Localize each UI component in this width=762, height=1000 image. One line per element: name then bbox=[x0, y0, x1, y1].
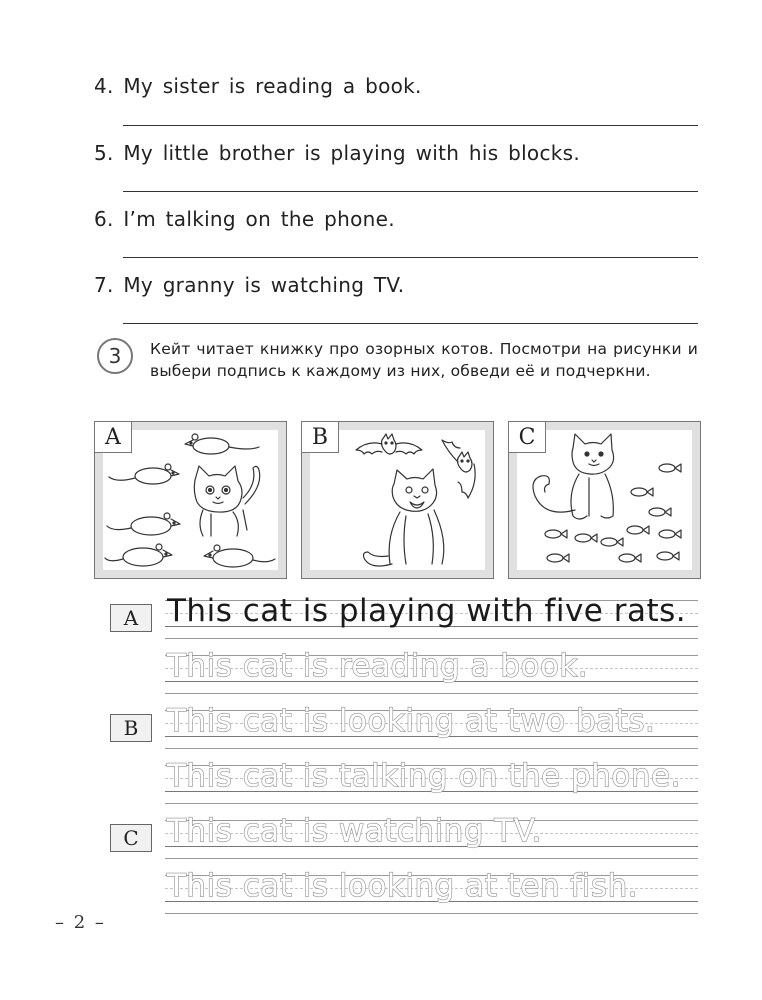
rat-icon bbox=[185, 434, 259, 454]
sentence-4: 4. My sister is reading a book. bbox=[94, 74, 422, 98]
fish-icon bbox=[575, 534, 597, 542]
fish-icon bbox=[659, 464, 681, 472]
cat-icon bbox=[364, 469, 444, 566]
task-number-badge: 3 bbox=[97, 338, 133, 374]
picture-letter: A bbox=[95, 422, 132, 453]
fish-icon bbox=[659, 530, 681, 538]
cat-icon bbox=[194, 466, 259, 536]
answer-line-4[interactable] bbox=[123, 125, 698, 126]
picture-letter: C bbox=[509, 422, 546, 453]
picture-c bbox=[508, 421, 701, 579]
option-sentence-c[interactable]: This cat is watching TV. bbox=[167, 813, 542, 849]
option-box-c: C bbox=[110, 824, 152, 852]
rat-icon bbox=[109, 464, 179, 484]
rat-icon bbox=[204, 545, 275, 567]
answer-line-7[interactable] bbox=[123, 323, 698, 324]
picture-a bbox=[94, 421, 287, 579]
picture-letter: B bbox=[302, 422, 339, 453]
rat-icon bbox=[107, 513, 180, 535]
fish-icon bbox=[627, 526, 649, 534]
fish-icon bbox=[545, 530, 567, 538]
option-box-b: B bbox=[110, 714, 152, 742]
fish-icon bbox=[619, 554, 641, 562]
bat-icon bbox=[356, 434, 422, 454]
page-number: – 2 – bbox=[55, 912, 106, 933]
fish-icon bbox=[601, 538, 623, 546]
option-sentence-b[interactable]: This cat is looking at two bats. bbox=[167, 703, 656, 739]
fish-icon bbox=[547, 554, 569, 562]
option-sentence-a[interactable]: This cat is playing with five rats. bbox=[167, 593, 687, 629]
answer-line-6[interactable] bbox=[123, 257, 698, 258]
fish-icon bbox=[649, 508, 671, 516]
fish-icon bbox=[631, 488, 653, 496]
option-sentence[interactable]: This cat is reading a book. bbox=[167, 648, 589, 684]
sentence-5: 5. My little brother is playing with his blocks. bbox=[94, 141, 581, 165]
rat-icon bbox=[105, 544, 172, 566]
answer-line-5[interactable] bbox=[123, 191, 698, 192]
option-sentence[interactable]: This cat is talking on the phone. bbox=[167, 758, 681, 794]
fish-icon bbox=[657, 552, 679, 560]
picture-b bbox=[301, 421, 494, 579]
sentence-7: 7. My granny is watching TV. bbox=[94, 273, 405, 297]
task-instruction: Кейт читает книжку про озорных котов. Посмотри на рисунки и выбери подпись к каждому из них, обведи её и подчеркни. bbox=[150, 340, 698, 380]
sentence-6: 6. I’m talking on the phone. bbox=[94, 207, 395, 231]
option-sentence[interactable]: This cat is looking at ten fish. bbox=[167, 868, 639, 904]
option-box-a: A bbox=[110, 604, 152, 632]
bat-icon bbox=[442, 440, 475, 498]
